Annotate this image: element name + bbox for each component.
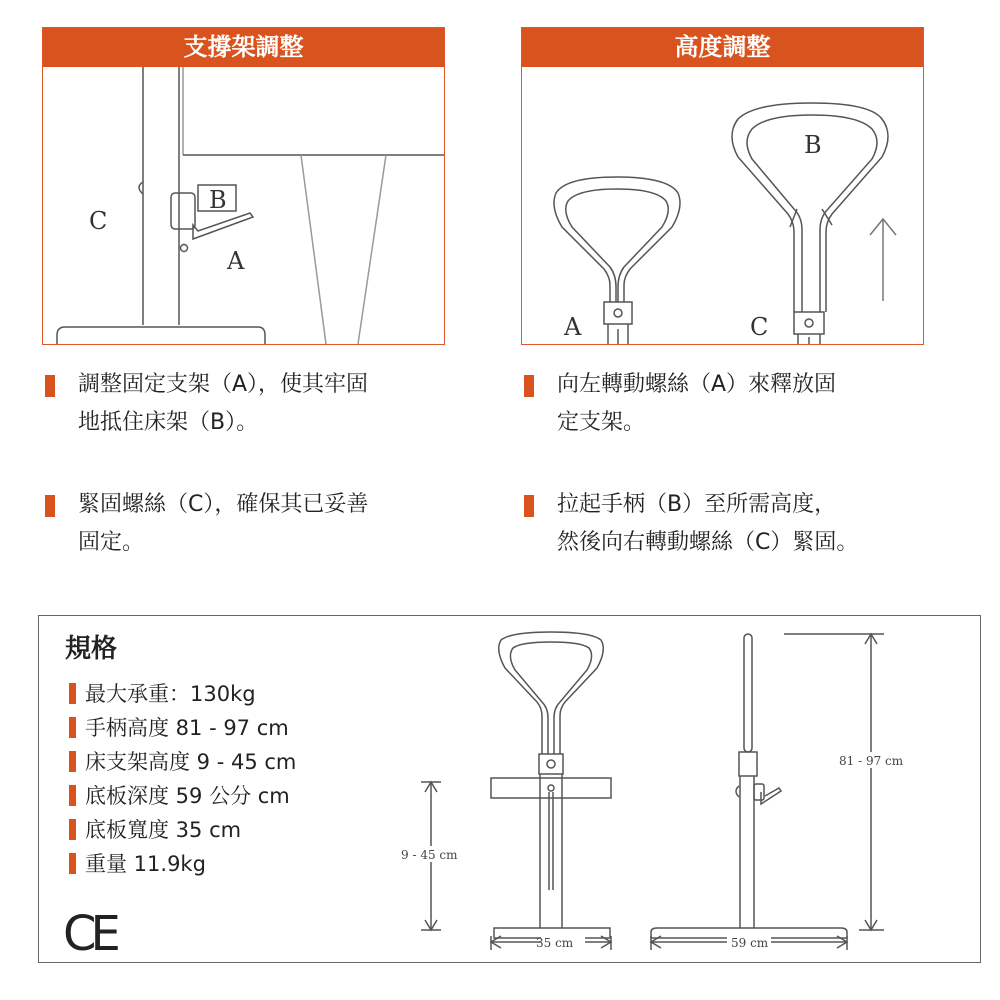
instruction-line: 向左轉動螺絲（A）來釋放固	[557, 372, 837, 397]
specifications-box	[38, 615, 981, 963]
instruction-line: 拉起手柄（B）至所需高度，	[557, 492, 837, 517]
support-adjust-illustration	[43, 67, 444, 344]
dim-base-width: 35 cm	[536, 936, 574, 950]
instruction-line: 調整固定支架（A），使其牢固	[78, 372, 369, 397]
dim-bed-support-height: 9 - 45 cm	[401, 848, 458, 862]
bullet-bar	[524, 375, 534, 397]
label-c: C	[750, 313, 769, 341]
dim-base-depth: 59 cm	[731, 936, 769, 950]
spec-text: 重量 11.9kg	[85, 852, 206, 876]
spec-text: 最大承重：130kg	[85, 682, 256, 706]
instruction-line: 固定。	[78, 530, 145, 555]
support-adjust-panel	[42, 27, 445, 345]
instruction-right-1	[557, 366, 957, 442]
height-adjust-illustration	[522, 67, 923, 344]
height-adjust-panel	[521, 27, 924, 345]
label-c: C	[89, 207, 108, 235]
label-a: A	[227, 247, 245, 275]
label-b: B	[209, 186, 227, 214]
dim-handle-height: 81 - 97 cm	[839, 754, 904, 768]
bullet-bar	[524, 495, 534, 517]
instruction-left-2	[78, 486, 458, 562]
bullet-bar	[45, 375, 55, 397]
instruction-left-1	[78, 366, 458, 442]
spec-text: 床支架高度 9 - 45 cm	[85, 750, 297, 774]
specs-title: 規格	[65, 634, 118, 664]
spec-text: 底板深度 59 公分 cm	[85, 784, 290, 808]
spec-text: 手柄高度 81 - 97 cm	[85, 716, 289, 740]
ce-mark-icon: CE	[63, 906, 115, 962]
bullet-bar	[45, 495, 55, 517]
height-adjust-title: 高度調整	[522, 28, 923, 67]
support-adjust-title: 支撐架調整	[43, 28, 444, 67]
dimension-drawing	[39, 616, 980, 962]
label-b: B	[804, 131, 822, 159]
instruction-line: 緊固螺絲（C），確保其已妥善	[78, 492, 369, 517]
label-a: A	[564, 313, 582, 341]
instruction-line: 定支架。	[557, 410, 646, 435]
instruction-right-2	[557, 486, 977, 562]
spec-text: 底板寬度 35 cm	[85, 818, 242, 842]
instruction-line: 然後向右轉動螺絲（C）緊固。	[557, 530, 859, 555]
instruction-line: 地抵住床架（B）。	[78, 410, 259, 435]
